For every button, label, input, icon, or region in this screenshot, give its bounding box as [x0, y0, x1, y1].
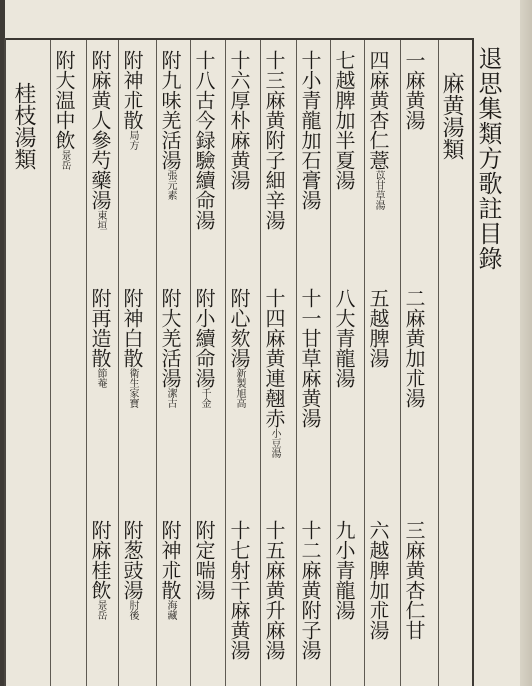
entry-note: 節菴: [95, 368, 106, 388]
entry-name: 麻黄杏仁甘: [402, 540, 426, 640]
entry-number: 附: [88, 288, 112, 308]
toc-entry: [160, 520, 180, 620]
category-heading-guizhi: 桂枝湯類: [11, 82, 36, 170]
entry-name: 麻黄附子細辛湯: [262, 90, 286, 230]
entry-number: 十七: [227, 520, 251, 560]
toc-entry: [264, 520, 284, 660]
entry-number: 八: [332, 288, 356, 308]
column-rule: [118, 40, 119, 686]
entry-note: 小豆湯: [269, 428, 280, 458]
entry-number: 附: [192, 288, 216, 308]
entry-number: 十三: [262, 50, 286, 90]
entry-number: 三: [402, 520, 426, 540]
entry-number: 附: [88, 50, 112, 70]
entry-name: 小青龍加石膏湯: [298, 70, 322, 210]
toc-entry: [300, 520, 320, 660]
column-rule: [225, 40, 226, 686]
entry-number: 二: [402, 288, 426, 308]
toc-entry: [368, 520, 388, 640]
entry-name: 再造散: [88, 308, 112, 368]
toc-entry: [160, 288, 180, 408]
entry-note: 海藏: [165, 600, 176, 620]
entry-name: 甘草麻黄湯: [298, 328, 322, 428]
entry-name: 越脾加朮湯: [366, 540, 390, 640]
entry-name: 麻黄連翹赤: [262, 328, 286, 428]
entry-number: 十八: [192, 50, 216, 90]
page-fold: [520, 0, 532, 686]
toc-entry: [194, 288, 214, 408]
entry-name: 定喘湯: [192, 540, 216, 600]
entry-name: 越脾湯: [366, 308, 390, 368]
entry-name: 心欬湯: [227, 308, 251, 368]
toc-entry: [368, 288, 388, 368]
toc-entry: [368, 50, 388, 210]
column-rule: [190, 40, 191, 686]
toc-entry: [90, 50, 110, 230]
toc-entry: [264, 288, 284, 458]
frame-left-border: [4, 38, 6, 686]
entry-number: 六: [366, 520, 390, 540]
entry-number: 十: [298, 50, 322, 70]
column-rule: [156, 40, 157, 686]
entry-name: 麻黄湯: [402, 70, 426, 130]
entry-number: 十四: [262, 288, 286, 328]
toc-entry: [90, 288, 110, 388]
entry-name: 麻黄升麻湯: [262, 560, 286, 660]
entry-name: 麻黄杏仁薏: [366, 70, 390, 170]
entry-name: 九味羌活湯: [158, 70, 182, 170]
entry-note: 景岳: [95, 600, 106, 620]
entry-note: 衛生家寶: [127, 368, 138, 408]
toc-entry: [122, 520, 142, 620]
toc-entry: [122, 288, 142, 408]
entry-name: 小續命湯: [192, 308, 216, 388]
entry-number: 附: [158, 520, 182, 540]
toc-entry: [229, 50, 249, 190]
entry-name: 大羌活湯: [158, 308, 182, 388]
toc-entry: [229, 520, 249, 660]
entry-name: 神白散: [120, 308, 144, 368]
toc-entry: [300, 50, 320, 210]
entry-number: 附: [158, 50, 182, 70]
entry-note: 苡甘草湯: [373, 170, 384, 210]
toc-entry: [160, 50, 180, 200]
column-rule: [260, 40, 261, 686]
column-rule: [86, 40, 87, 686]
entry-number: 一: [402, 50, 426, 70]
toc-entry: [404, 288, 424, 408]
entry-number: 附: [227, 288, 251, 308]
entry-note: 張元素: [165, 170, 176, 200]
toc-entry: [404, 50, 424, 130]
entry-number: 附: [52, 50, 76, 70]
entry-number: 五: [366, 288, 390, 308]
column-rule: [296, 40, 297, 686]
entry-name: 麻桂飲: [88, 540, 112, 600]
entry-note: 潔古: [165, 388, 176, 408]
entry-name: 射干麻黄湯: [227, 560, 251, 660]
column-rule: [364, 40, 365, 686]
toc-entry: [264, 50, 284, 230]
entry-number: 附: [88, 520, 112, 540]
toc-entry: [54, 50, 74, 170]
toc-entry: [194, 50, 214, 230]
toc-entry: [122, 50, 142, 150]
toc-entry: [334, 288, 354, 388]
column-rule: [50, 40, 51, 686]
column-rule: [400, 40, 401, 686]
toc-entry: [334, 520, 354, 620]
toc-entry: [334, 50, 354, 190]
entry-number: 十二: [298, 520, 322, 560]
entry-number: 附: [120, 50, 144, 70]
entry-number: 附: [192, 520, 216, 540]
column-rule: [330, 40, 331, 686]
entry-note: 東垣: [95, 210, 106, 230]
entry-note: 景岳: [59, 150, 70, 170]
entry-note: 局方: [127, 130, 138, 150]
page-title: 退思集類方歌註目錄: [474, 46, 502, 271]
entry-name: 麻黄加朮湯: [402, 308, 426, 408]
entry-note: 肘後: [127, 600, 138, 620]
entry-name: 麻黄附子湯: [298, 560, 322, 660]
toc-entry: [404, 520, 424, 640]
entry-name: 神朮散: [158, 540, 182, 600]
entry-note: 千金: [199, 388, 210, 408]
toc-entry: [300, 288, 320, 428]
entry-name: 大温中飲: [52, 70, 76, 150]
entry-name: 越脾加半夏湯: [332, 70, 356, 190]
entry-number: 十五: [262, 520, 286, 560]
entry-number: 七: [332, 50, 356, 70]
entry-name: 厚朴麻黄湯: [227, 90, 251, 190]
entry-number: 附: [158, 288, 182, 308]
frame-top-border: [4, 38, 472, 40]
entry-number: 十六: [227, 50, 251, 90]
entry-number: 四: [366, 50, 390, 70]
entry-name: 神朮散: [120, 70, 144, 130]
entry-note: 新製旭高: [234, 368, 245, 408]
entry-number: 十一: [298, 288, 322, 328]
toc-entry: [194, 520, 214, 600]
entry-number: 九: [332, 520, 356, 540]
entry-name: 麻黄人參芍藥湯: [88, 70, 112, 210]
toc-entry: [229, 288, 249, 408]
entry-name: 葱豉湯: [120, 540, 144, 600]
entry-name: 小青龍湯: [332, 540, 356, 620]
entry-number: 附: [120, 288, 144, 308]
entry-name: 大青龍湯: [332, 308, 356, 388]
entry-number: 附: [120, 520, 144, 540]
toc-entry: [90, 520, 110, 620]
category-heading-mahuang: 麻黄湯類: [439, 72, 464, 160]
entry-name: 古今録驗續命湯: [192, 90, 216, 230]
